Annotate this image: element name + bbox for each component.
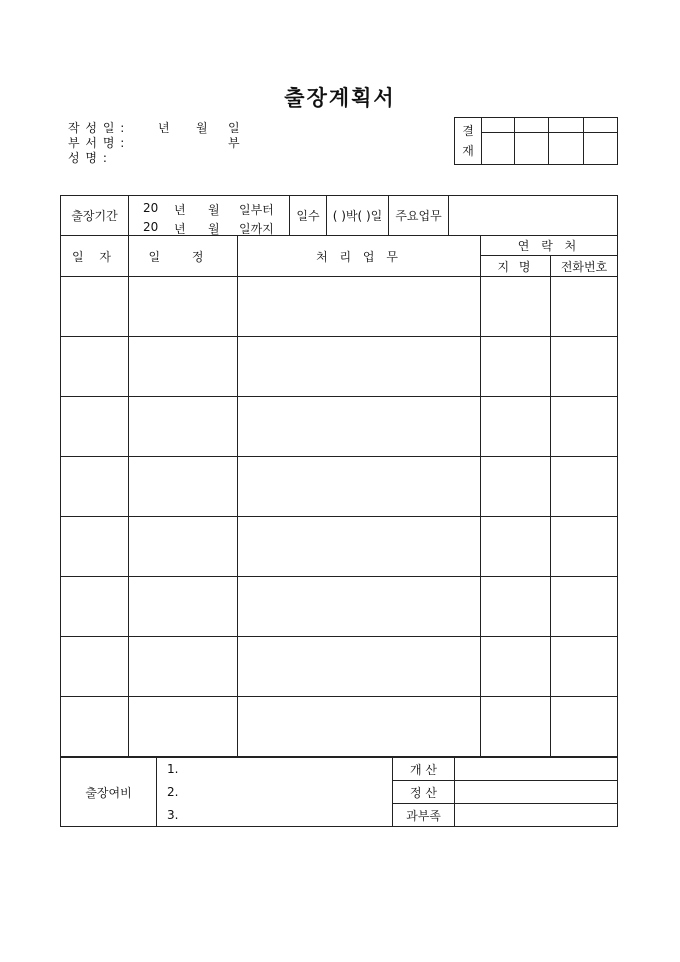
expense-item-2[interactable]: 2. xyxy=(157,781,393,804)
row-schedule-cell[interactable] xyxy=(129,637,238,697)
expenses-table xyxy=(60,757,618,827)
row-task-cell[interactable] xyxy=(238,397,481,457)
row-place-cell[interactable] xyxy=(481,697,551,757)
approval-slot-sign[interactable] xyxy=(482,133,515,165)
row-task-cell[interactable] xyxy=(238,637,481,697)
row-task-cell[interactable] xyxy=(238,337,481,397)
row-place-cell[interactable] xyxy=(481,397,551,457)
expense-item-3[interactable]: 3. xyxy=(157,804,393,827)
table-row xyxy=(61,337,618,397)
to-month: 월 xyxy=(208,221,220,236)
day-unit: 일 xyxy=(228,121,241,135)
row-task-cell[interactable] xyxy=(238,577,481,637)
row-phone-cell[interactable] xyxy=(551,337,618,397)
approval-label-top: 결 xyxy=(462,124,474,138)
row-phone-cell[interactable] xyxy=(551,517,618,577)
table-row xyxy=(61,397,618,457)
approval-box xyxy=(454,117,618,165)
period-label: 출장기간 xyxy=(61,196,129,236)
calc-diff-field[interactable] xyxy=(455,804,618,827)
approval-slot-title xyxy=(549,118,584,133)
calc-diff-label: 과부족 xyxy=(393,804,455,827)
name-label: 성 명 : xyxy=(68,151,108,165)
approval-slot-sign[interactable] xyxy=(549,133,584,165)
period-dates[interactable] xyxy=(129,196,290,236)
approval-label xyxy=(455,118,482,165)
row-place-cell[interactable] xyxy=(481,457,551,517)
approval-label-bottom: 재 xyxy=(462,144,474,158)
dept-label: 부 서 명 : xyxy=(68,136,126,150)
calc-estimate-label: 개 산 xyxy=(393,758,455,781)
row-phone-cell[interactable] xyxy=(551,637,618,697)
calc-estimate-field[interactable] xyxy=(455,758,618,781)
row-task-cell[interactable] xyxy=(238,697,481,757)
row-schedule-cell[interactable] xyxy=(129,457,238,517)
row-schedule-cell[interactable] xyxy=(129,277,238,337)
days-label: 일수 xyxy=(290,196,327,236)
expense-item-1[interactable]: 1. xyxy=(157,758,393,781)
period-table xyxy=(60,195,618,236)
schedule-table xyxy=(60,235,618,757)
to-year: 년 xyxy=(174,221,186,236)
name-line xyxy=(68,149,108,166)
row-schedule-cell[interactable] xyxy=(129,517,238,577)
row-date-cell[interactable] xyxy=(61,697,129,757)
row-task-cell[interactable] xyxy=(238,457,481,517)
from-month: 월 xyxy=(208,202,220,217)
header-place: 지 명 xyxy=(481,256,551,277)
header-date: 일 자 xyxy=(61,236,129,277)
to-century: 20 xyxy=(143,219,159,234)
row-date-cell[interactable] xyxy=(61,457,129,517)
expenses-label: 출장여비 xyxy=(61,758,157,827)
approval-slot-sign[interactable] xyxy=(515,133,549,165)
row-phone-cell[interactable] xyxy=(551,397,618,457)
approval-slot-title xyxy=(515,118,549,133)
calc-settle-field[interactable] xyxy=(455,781,618,804)
year-unit: 년 xyxy=(158,121,171,135)
row-schedule-cell[interactable] xyxy=(129,397,238,457)
approval-slot-title xyxy=(584,118,618,133)
row-date-cell[interactable] xyxy=(61,637,129,697)
row-schedule-cell[interactable] xyxy=(129,697,238,757)
month-unit: 월 xyxy=(196,121,209,135)
approval-slot-sign[interactable] xyxy=(584,133,618,165)
table-row xyxy=(61,277,618,337)
from-day: 일부터 xyxy=(239,202,274,217)
row-schedule-cell[interactable] xyxy=(129,577,238,637)
to-day: 일까지 xyxy=(239,221,274,236)
row-phone-cell[interactable] xyxy=(551,697,618,757)
period-line-to xyxy=(129,216,289,236)
row-task-cell[interactable] xyxy=(238,517,481,577)
row-place-cell[interactable] xyxy=(481,277,551,337)
table-row xyxy=(61,517,618,577)
from-year: 년 xyxy=(174,202,186,217)
row-phone-cell[interactable] xyxy=(551,577,618,637)
row-date-cell[interactable] xyxy=(61,277,129,337)
row-phone-cell[interactable] xyxy=(551,277,618,337)
row-place-cell[interactable] xyxy=(481,637,551,697)
table-row xyxy=(61,457,618,517)
date-label: 작 성 일 : xyxy=(68,121,126,135)
table-row xyxy=(61,697,618,757)
row-place-cell[interactable] xyxy=(481,337,551,397)
table-row xyxy=(61,637,618,697)
row-date-cell[interactable] xyxy=(61,517,129,577)
row-schedule-cell[interactable] xyxy=(129,337,238,397)
document-title: 출장계획서 xyxy=(284,85,396,110)
row-phone-cell[interactable] xyxy=(551,457,618,517)
nights-days-field[interactable]: ( )박( )일 xyxy=(327,196,389,236)
header-contact: 연 락 처 xyxy=(481,236,618,256)
approval-slot-title xyxy=(482,118,515,133)
main-task-label: 주요업무 xyxy=(389,196,449,236)
row-date-cell[interactable] xyxy=(61,397,129,457)
row-place-cell[interactable] xyxy=(481,577,551,637)
dept-suffix: 부 xyxy=(228,136,241,150)
row-date-cell[interactable] xyxy=(61,577,129,637)
from-century: 20 xyxy=(143,200,159,215)
header-schedule: 일 정 xyxy=(129,236,238,277)
row-date-cell[interactable] xyxy=(61,337,129,397)
header-task: 처 리 업 무 xyxy=(238,236,481,277)
main-task-field[interactable] xyxy=(449,196,618,236)
period-line-from xyxy=(129,199,289,216)
row-place-cell[interactable] xyxy=(481,517,551,577)
header-phone: 전화번호 xyxy=(551,256,618,277)
row-task-cell[interactable] xyxy=(238,277,481,337)
table-row xyxy=(61,577,618,637)
calc-settle-label: 정 산 xyxy=(393,781,455,804)
